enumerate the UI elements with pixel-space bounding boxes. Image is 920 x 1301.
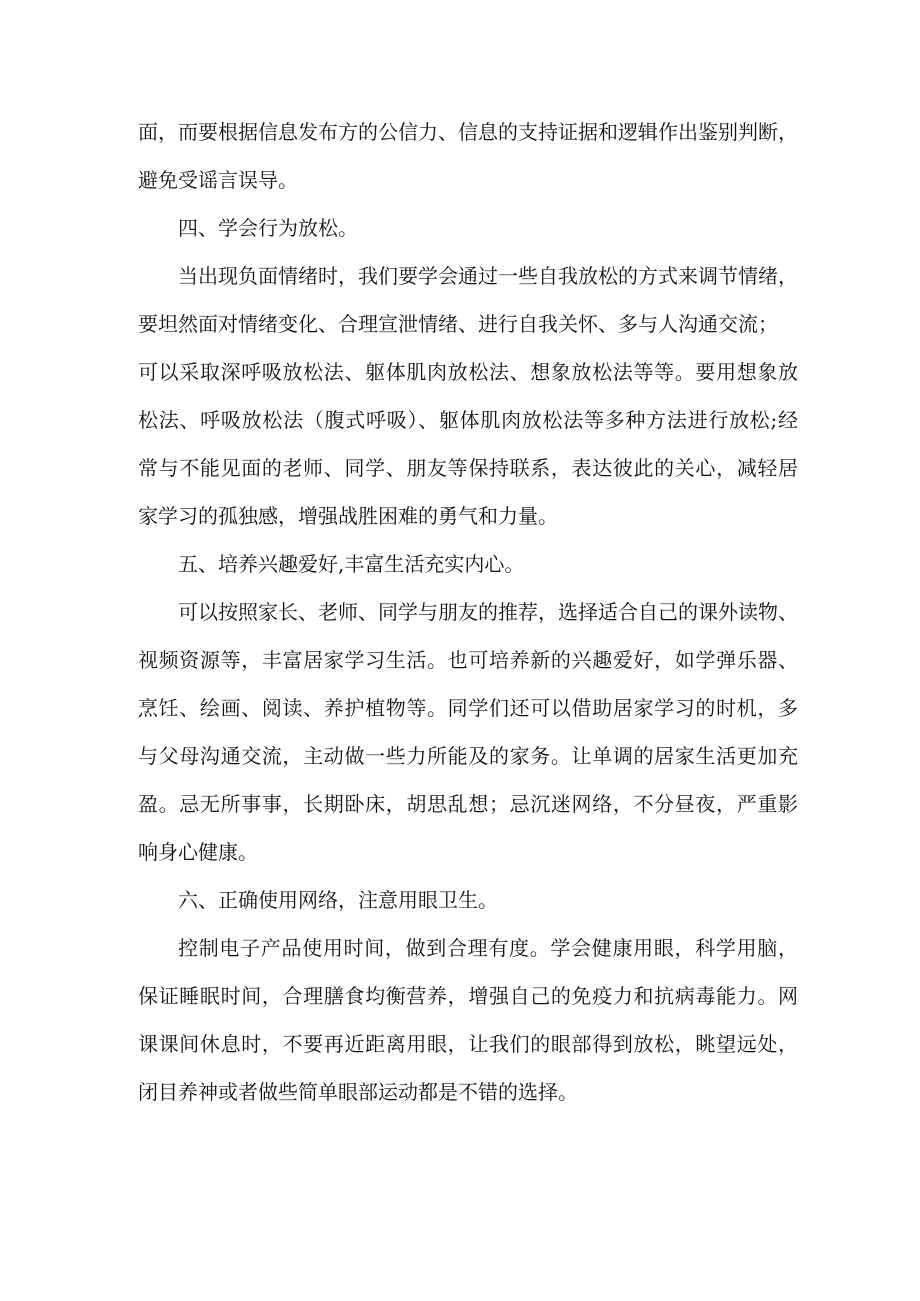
- body-line-11: 可以按照家长、老师、同学与朋友的推荐，选择适合自己的课外读物、: [178, 600, 798, 624]
- body-line-1: 面，而要根据信息发布方的公信力、信息的支持证据和逻辑作出鉴别判断，: [138, 120, 798, 144]
- section-heading-5: 五、培养兴趣爱好,丰富生活充实内心。: [178, 552, 525, 576]
- body-line-6: 可以采取深呼吸放松法、躯体肌肉放松法、想象放松法等等。要用想象放: [138, 360, 798, 384]
- body-line-4: 当出现负面情绪时，我们要学会通过一些自我放松的方式来调节情绪，: [178, 264, 798, 288]
- body-line-15: 盈。忌无所事事，长期卧床，胡思乱想；忌沉迷网络，不分昼夜，严重影: [138, 792, 798, 816]
- body-line-5: 要坦然面对情绪变化、合理宣泄情绪、进行自我关怀、多与人沟通交流；: [138, 312, 778, 336]
- body-line-16: 响身心健康。: [138, 840, 258, 864]
- body-line-2: 避免受谣言误导。: [138, 168, 298, 192]
- document-body: [138, 108, 798, 1116]
- body-line-8: 常与不能见面的老师、同学、朋友等保持联系，表达彼此的关心，减轻居: [138, 456, 798, 480]
- body-line-18: 控制电子产品使用时间，做到合理有度。学会健康用眼，科学用脑，: [178, 936, 798, 960]
- body-line-21: 闭目养神或者做些简单眼部运动都是不错的选择。: [138, 1080, 578, 1104]
- body-line-14: 与父母沟通交流，主动做一些力所能及的家务。让单调的居家生活更加充: [138, 744, 798, 768]
- body-line-19: 保证睡眠时间，合理膳食均衡营养，增强自己的免疫力和抗病毒能力。网: [138, 984, 798, 1008]
- body-line-13: 烹饪、绘画、阅读、养护植物等。同学们还可以借助居家学习的时机，多: [138, 696, 798, 720]
- body-line-9: 家学习的孤独感，增强战胜困难的勇气和力量。: [138, 504, 558, 528]
- section-heading-6: 六、正确使用网络，注意用眼卫生。: [178, 888, 498, 912]
- body-line-20: 课课间休息时，不要再近距离用眼，让我们的眼部得到放松，眺望远处，: [138, 1032, 798, 1056]
- body-line-7: 松法、呼吸放松法（腹式呼吸）、躯体肌肉放松法等多种方法进行放松;经: [138, 408, 798, 432]
- section-heading-4: 四、学会行为放松。: [178, 216, 358, 240]
- body-line-12: 视频资源等，丰富居家学习生活。也可培养新的兴趣爱好，如学弹乐器、: [138, 648, 798, 672]
